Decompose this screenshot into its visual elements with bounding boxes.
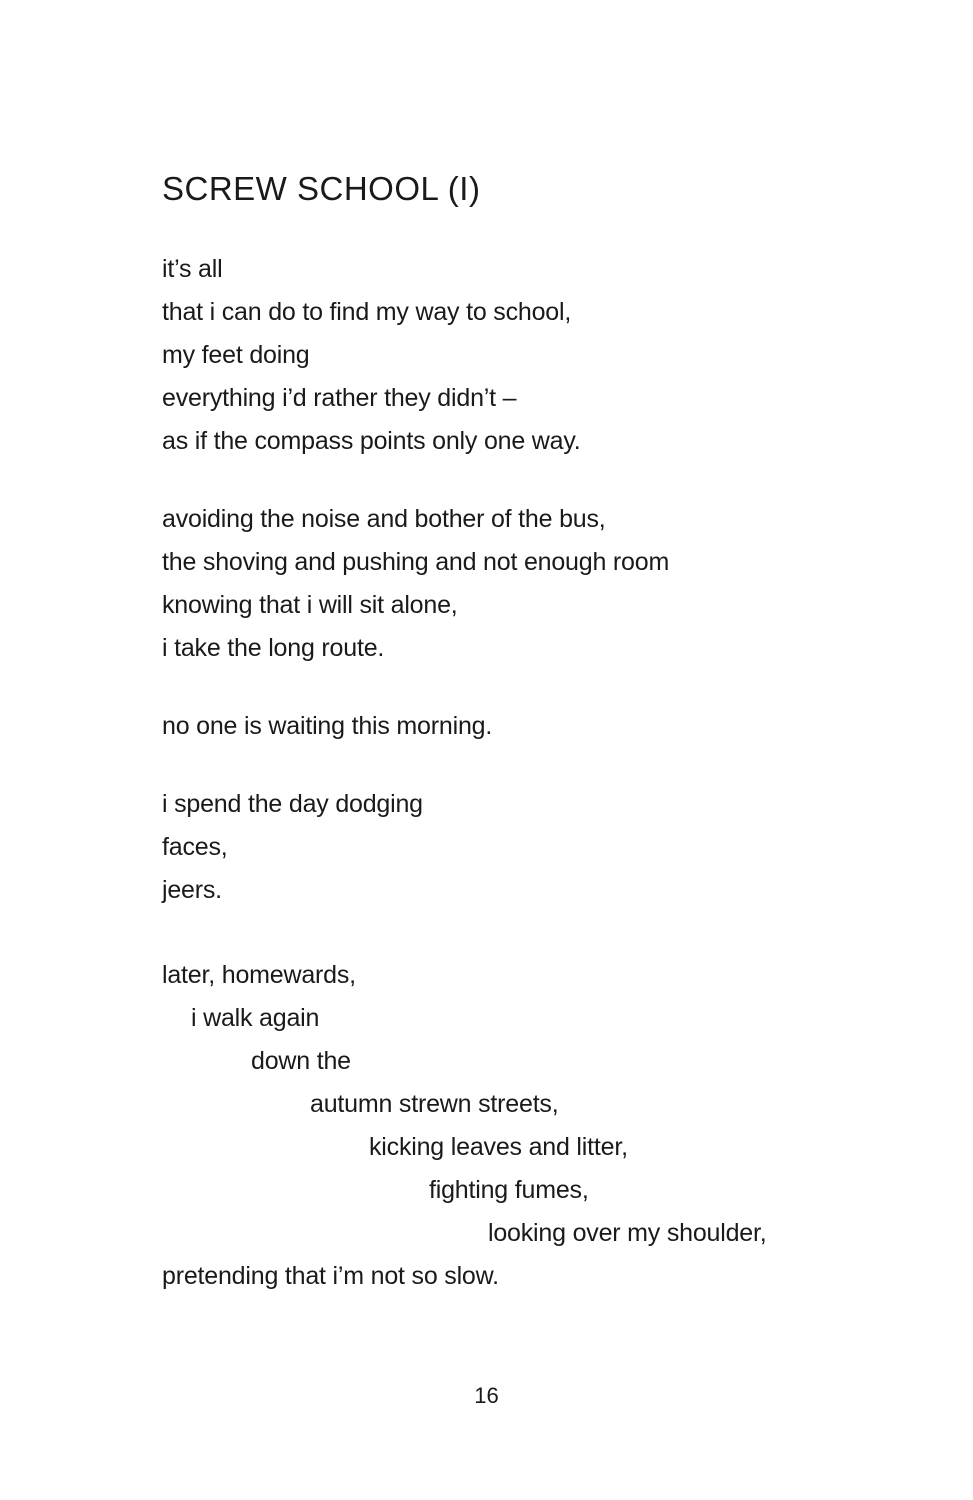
stanza-1: [162, 248, 922, 463]
poem-body: [162, 248, 922, 1298]
poem-line: the shoving and pushing and not enough room: [162, 548, 670, 576]
poem-line: kicking leaves and litter,: [369, 1133, 628, 1161]
poem-line: everything i’d rather they didn’t –: [162, 384, 517, 412]
poem-line: that i can do to find my way to school,: [162, 298, 572, 326]
poem-line: i walk again: [191, 1004, 320, 1032]
stanza-4: [162, 783, 922, 912]
stanza-2: [162, 498, 922, 670]
poem-line: later, homewards,: [162, 961, 356, 989]
poem-line: as if the compass points only one way.: [162, 427, 581, 455]
poem-line: i take the long route.: [162, 634, 385, 662]
poem-line: my feet doing: [162, 341, 310, 369]
poem-line: i spend the day dodging: [162, 790, 423, 818]
stanza-5: [162, 954, 922, 1298]
poem-line: knowing that i will sit alone,: [162, 591, 458, 619]
poem-line: fighting fumes,: [429, 1176, 589, 1204]
poem-title: SCREW SCHOOL (I): [162, 170, 481, 207]
poem-line: autumn strewn streets,: [310, 1090, 559, 1118]
page-number: 16: [474, 1383, 499, 1408]
poem-line: avoiding the noise and bother of the bus,: [162, 505, 606, 533]
poem-line: pretending that i’m not so slow.: [162, 1262, 499, 1290]
poem-line: faces,: [162, 833, 228, 861]
poem-line: no one is waiting this morning.: [162, 712, 493, 740]
stanza-3: [162, 705, 922, 748]
poem-line: it’s all: [162, 255, 223, 283]
poem-line: down the: [251, 1047, 351, 1075]
poem-line: jeers.: [162, 876, 222, 904]
poem-line: looking over my shoulder,: [488, 1219, 767, 1247]
